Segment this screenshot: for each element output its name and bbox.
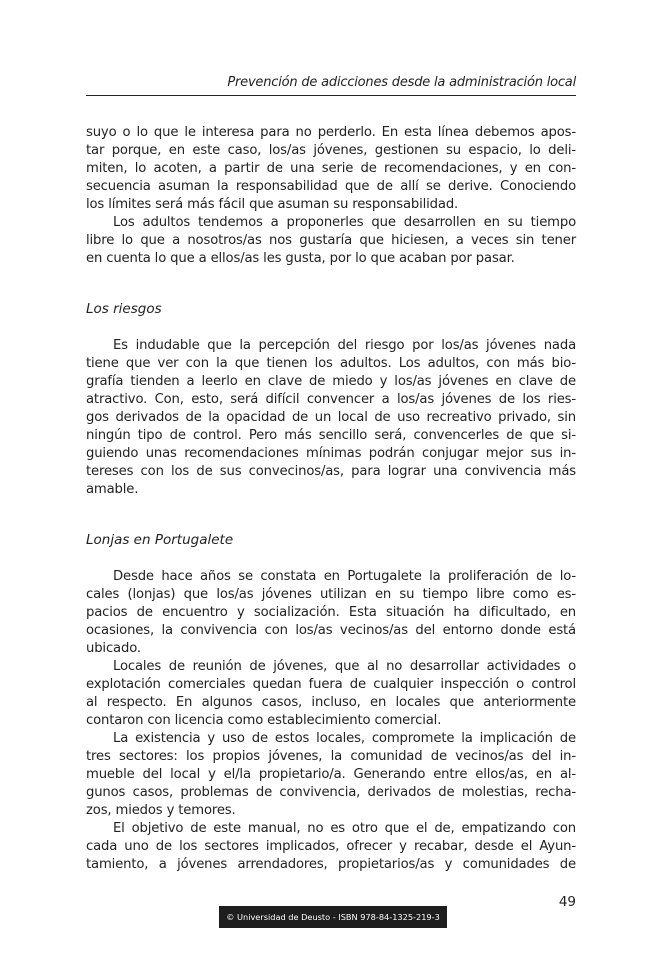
text-line: Desde hace años se constata en Portugalete la proliferación de lo-	[113, 569, 576, 584]
text-line: atractivo. Con, esto, será difícil convencer a los/as jóvenes de los ries-	[86, 392, 576, 407]
text-line: Los adultos tendemos a proponerles que desarrollen en su tiempo	[113, 215, 576, 230]
text-line: libre lo que a nosotros/as nos gustaría que hiciesen, a veces sin tener	[86, 233, 576, 248]
paragraph-4	[86, 568, 576, 658]
paragraph-2	[86, 214, 576, 268]
text-line: miten, lo acoten, a partir de una serie de recomendaciones, y en con-	[86, 161, 576, 176]
text-line: ocasiones, la convivencia con los/as vecinos/as del entorno donde está	[86, 623, 576, 638]
page-number: 49	[558, 894, 576, 910]
copyright-notice: © Universidad de Deusto - ISBN 978-84-1325-219-3	[219, 906, 447, 928]
header-rule	[86, 95, 576, 96]
text-line: amable.	[86, 482, 139, 497]
text-line: tar porque, en este caso, los/as jóvenes, gestionen su espacio, lo deli-	[86, 143, 576, 158]
text-line: El objetivo de este manual, no es otro que el de, empatizando con	[113, 821, 576, 836]
paragraph-1	[86, 124, 576, 214]
text-line: cada uno de los sectores implicados, ofrecer y recabar, desde el Ayun-	[86, 839, 576, 854]
text-line: tiene que ver con la que tienen los adultos. Los adultos, con más bio-	[86, 356, 576, 371]
text-line: Locales de reunión de jóvenes, que al no desarrollar actividades o	[113, 659, 576, 674]
text-line: suyo o lo que le interesa para no perderlo. En esta línea debemos apos-	[86, 125, 576, 140]
text-line: gunos casos, problemas de convivencia, derivados de molestias, recha-	[86, 785, 576, 800]
text-line: tamiento, a jóvenes arrendadores, propietarios/as y comunidades de	[86, 857, 576, 872]
text-line: La existencia y uso de estos locales, compromete la implicación de	[113, 731, 576, 746]
text-line: grafía tienden a leerlo en clave de miedo y los/as jóvenes en clave de	[86, 374, 576, 389]
text-line: ningún tipo de control. Pero más sencillo será, convencerles de que si-	[86, 428, 576, 443]
text-line: al respecto. En algunos casos, incluso, en locales que anteriormente	[86, 695, 576, 710]
text-line: pacios de encuentro y socialización. Esta situación ha dificultado, en	[86, 605, 576, 620]
text-line: Es indudable que la percepción del riesgo por los/as jóvenes nada	[113, 338, 576, 353]
text-line: ubicado.	[86, 641, 141, 656]
text-line: zos, miedos y temores.	[86, 803, 236, 818]
paragraph-3	[86, 337, 576, 499]
section-heading-lonjas: Lonjas en Portugalete	[86, 532, 234, 548]
text-line: gos derivados de la opacidad de un local de uso recreativo privado, sin	[86, 410, 576, 425]
text-line: explotación comerciales quedan fuera de cualquier inspección o control	[86, 677, 576, 692]
text-line: tres sectores: los propios jóvenes, la comunidad de vecinos/as del in-	[86, 749, 576, 764]
text-line: en cuenta lo que a ellos/as les gusta, por lo que acaban por pasar.	[86, 251, 515, 266]
text-line: guiendo unas recomendaciones mínimas podrán conjugar mejor sus in-	[86, 446, 576, 461]
section-heading-riesgos: Los riesgos	[86, 301, 162, 317]
text-line: secuencia asuman la responsabilidad que de allí se derive. Conociendo	[86, 179, 576, 194]
text-line: tereses con los de sus convecinos/as, para lograr una convivencia más	[86, 464, 576, 479]
paragraph-7	[86, 820, 576, 874]
text-line: los límites será más fácil que asuman su responsabilidad.	[86, 197, 459, 212]
text-line: contaron con licencia como establecimiento comercial.	[86, 713, 442, 728]
paragraph-6	[86, 730, 576, 820]
text-line: cales (lonjas) que los/as jóvenes utilizan en su tiempo libre como es-	[86, 587, 576, 602]
paragraph-5	[86, 658, 576, 730]
text-line: mueble del local y el/la propietario/a. Generando entre ellos/as, en al-	[86, 767, 576, 782]
running-header: Prevención de adicciones desde la administración local	[227, 75, 576, 90]
